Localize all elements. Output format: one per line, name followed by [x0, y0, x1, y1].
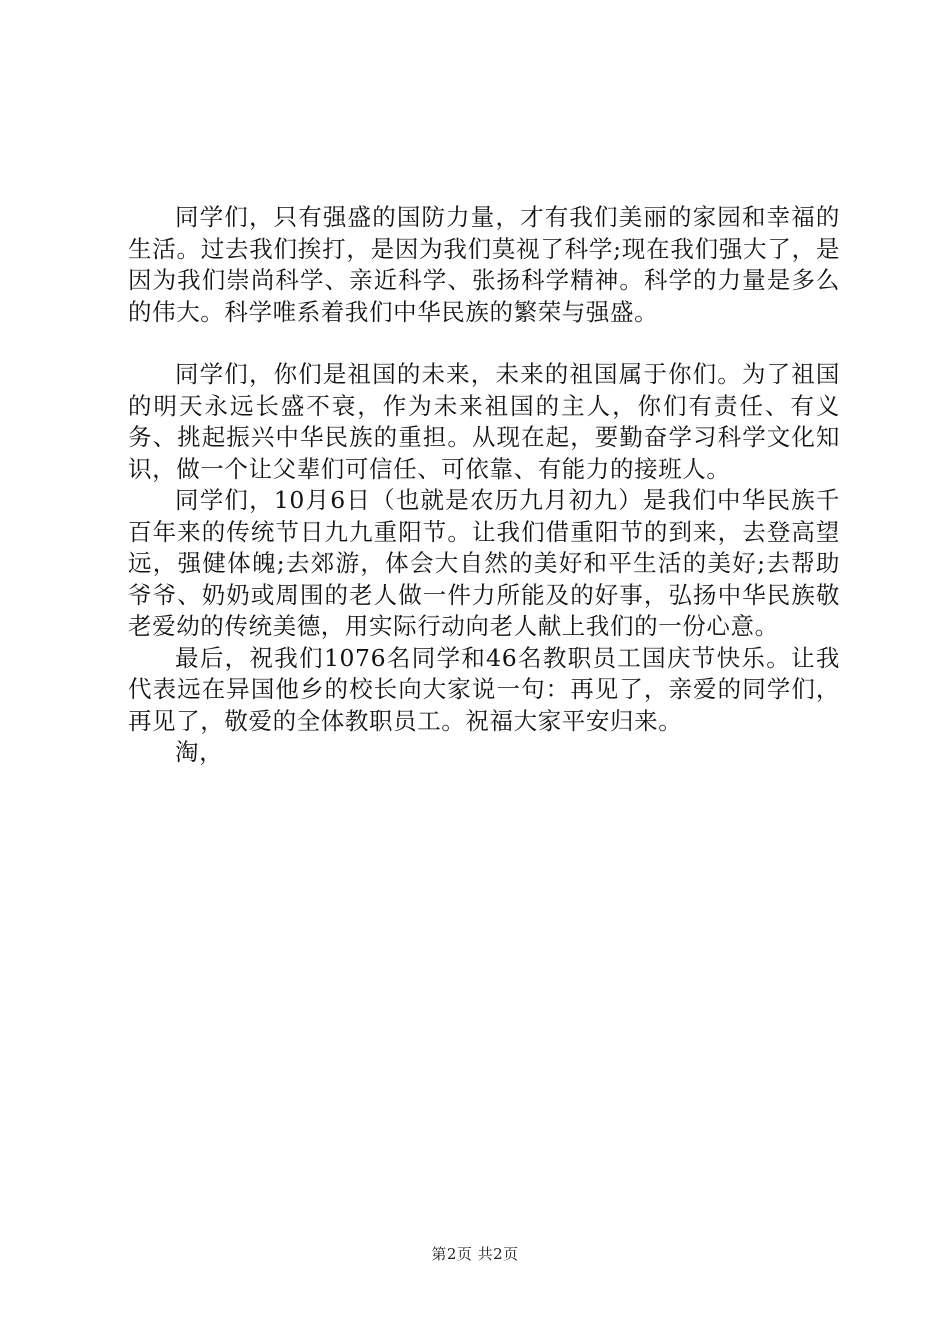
paragraph-double-ninth-festival: 同学们，10月6日（也就是农历九月初九）是我们中华民族千百年来的传统节日九九重阳节。让我们借重阳节的到来，去登高望远，强健体魄;去郊游，体会大自然的美好和平生活的美好;去帮助爷爷、奶奶或周围的老人做一件力所能及的好事，弘扬中华民族敬老爱幼的传统美德，用实际行动向老人献上我们的一份心意。 — [128, 486, 840, 640]
paragraph-future-of-motherland: 同学们，你们是祖国的未来，未来的祖国属于你们。为了祖国的明天永远长盛不衰，作为未来祖国的主人，你们有责任、有义务、挑起振兴中华民族的重担。从现在起，要勤奋学习科学文化知识，做一个让父辈们可信任、可依靠、有能力的接班人。 — [128, 360, 840, 483]
document-body — [128, 202, 840, 769]
paragraph-closing-wishes: 最后，祝我们1076名同学和46名教职员工国庆节快乐。让我代表远在异国他乡的校长向大家说一句：再见了，亲爱的同学们，再见了，敬爱的全体教职员工。祝福大家平安归来。 — [128, 643, 840, 735]
paragraph-fragment: 淘， — [175, 738, 224, 766]
paragraph-national-defense: 同学们，只有强盛的国防力量，才有我们美丽的家园和幸福的生活。过去我们挨打，是因为我们莫视了科学;现在我们强大了，是因为我们崇尚科学、亲近科学、张扬科学精神。科学的力量是多么的伟大。科学唯系着我们中华民族的繁荣与强盛。 — [128, 203, 840, 326]
page-number-footer: 第2页 共2页 — [431, 1245, 519, 1263]
